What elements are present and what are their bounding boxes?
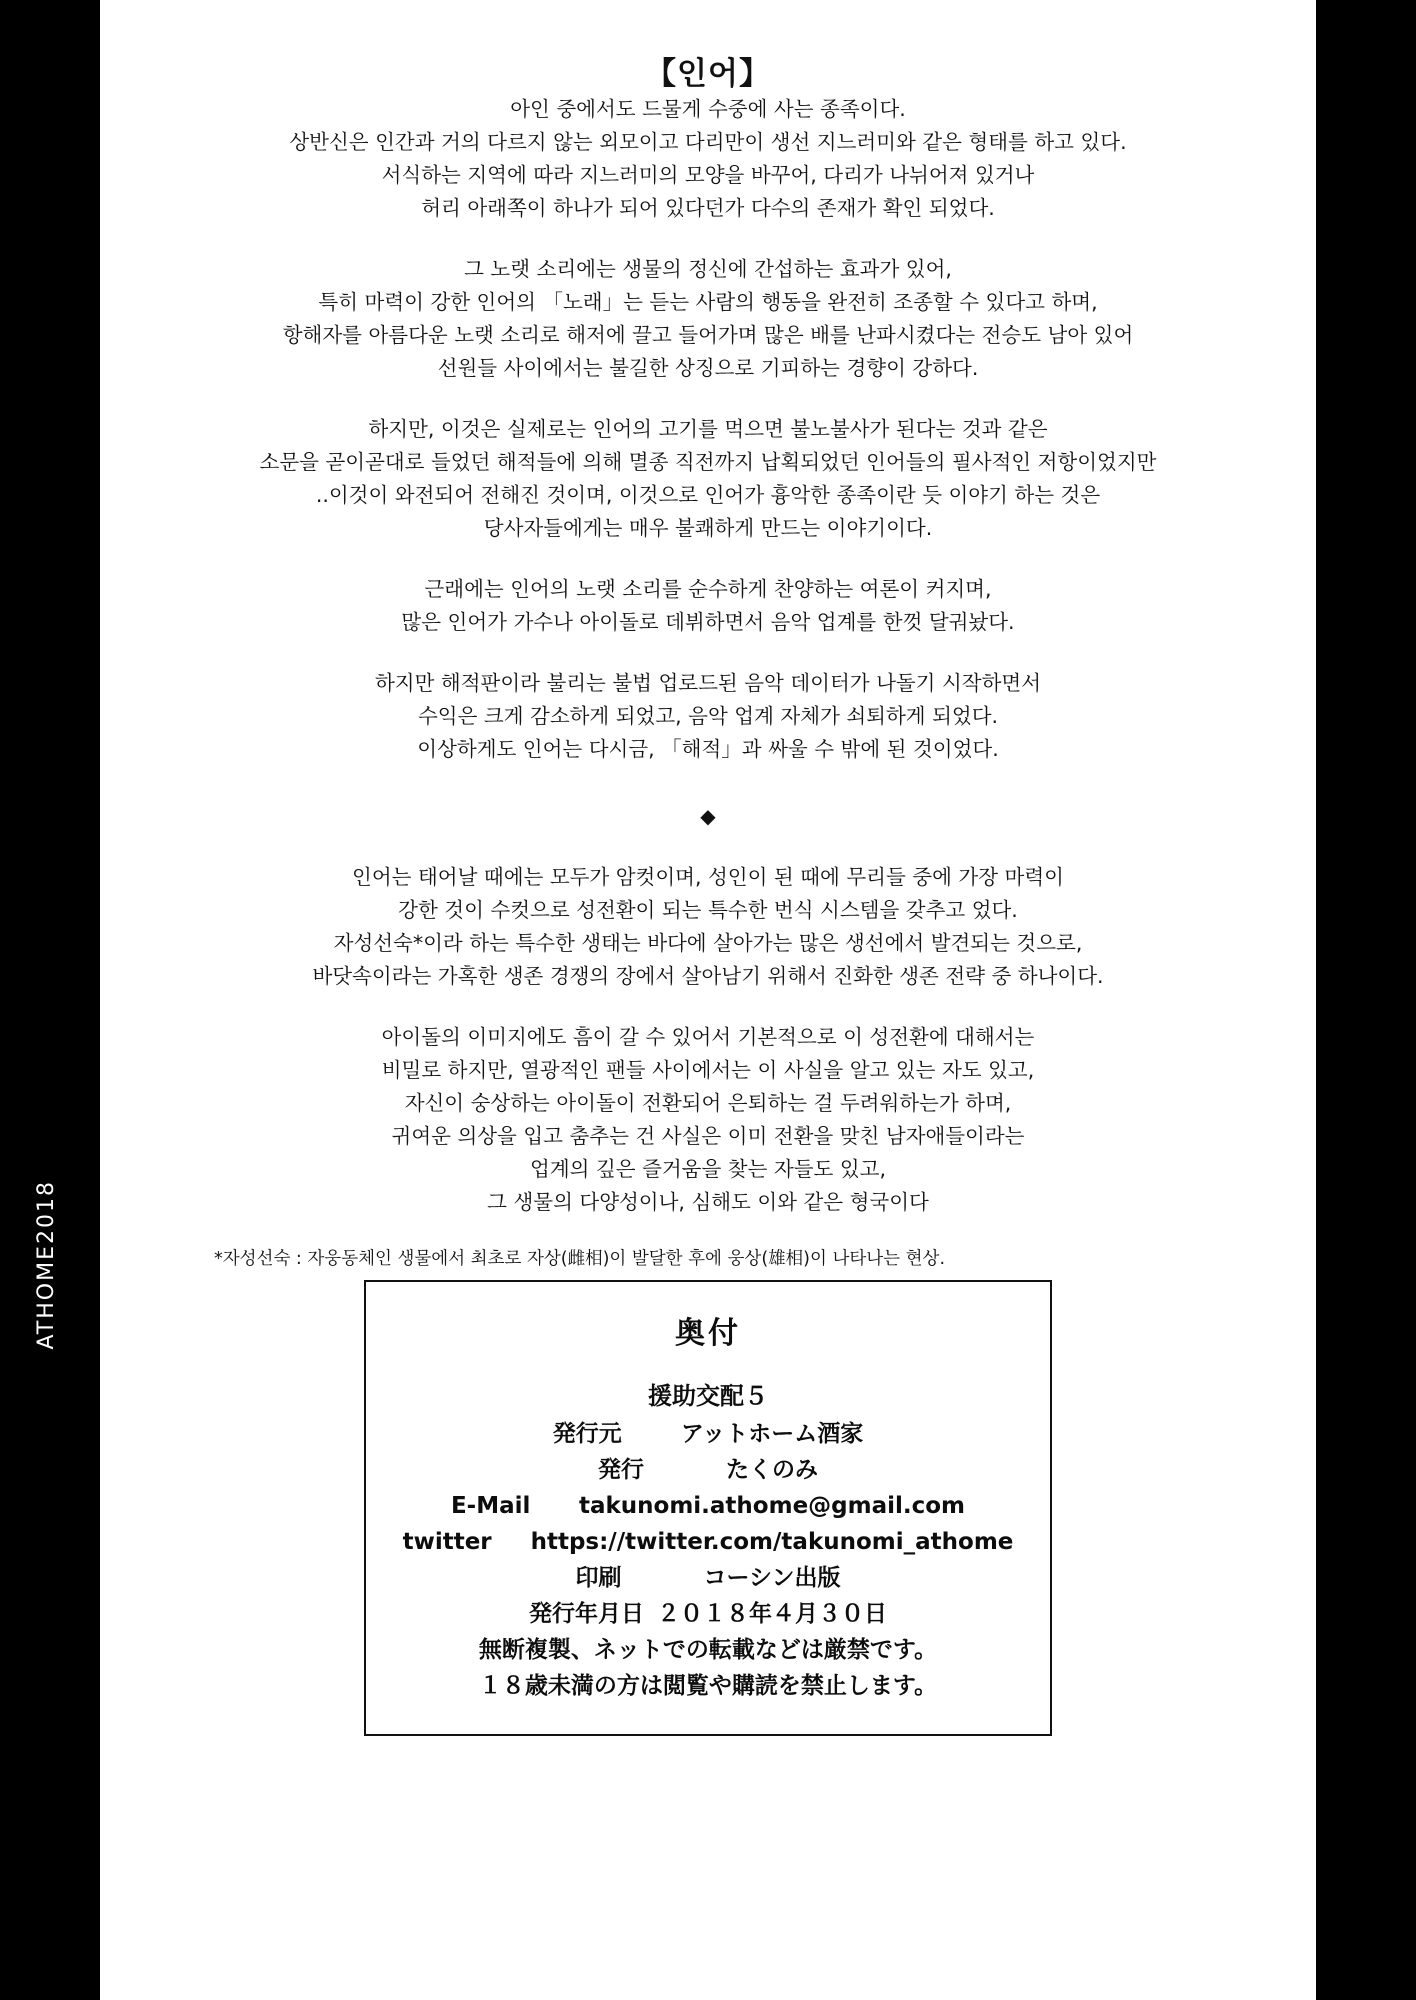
text-line: ..이것이 와전되어 전해진 것이며, 이것으로 인어가 흉악한 종족이란 듯 이야기 하는 것은 xyxy=(315,483,1101,507)
text-line: 소문을 곧이곧대로 들었던 해적들에 의해 멸종 직전까지 납획되었던 인어들의 필사적인 저항이었지만 xyxy=(259,450,1157,474)
paragraph xyxy=(168,667,1248,766)
text-line: 이상하게도 인어는 다시금, 「해적」과 싸울 수 밖에 된 것이었다. xyxy=(417,737,999,761)
colophon-row xyxy=(376,1452,1040,1488)
colophon-row-twitter xyxy=(376,1524,1040,1560)
text-line: 하지만, 이것은 실제로는 인어의 고기를 먹으면 불노불사가 된다는 것과 같은 xyxy=(368,417,1048,441)
colophon-row-email xyxy=(376,1488,1040,1524)
colophon-row xyxy=(376,1416,1040,1452)
text-line: 인어는 태어날 때에는 모두가 암컷이며, 성인이 된 때에 무리들 중에 가장 마력이 xyxy=(352,865,1064,889)
text-line: 특히 마력이 강한 인어의 「노래」는 듣는 사람의 행동을 완전히 조종할 수 있다고 하며, xyxy=(318,290,1098,314)
text-line: 선원들 사이에서는 불길한 상징으로 기피하는 경향이 강하다. xyxy=(437,356,979,380)
paragraph xyxy=(168,1021,1248,1219)
colophon-key: 発行元 xyxy=(552,1421,622,1447)
text-line: 자성선숙*이라 하는 특수한 생태는 바다에 살아가는 많은 생선에서 발견되는 것으로, xyxy=(333,931,1083,955)
paragraph xyxy=(168,253,1248,385)
colophon-value: コーシン出版 xyxy=(703,1565,841,1591)
colophon-key: twitter xyxy=(402,1529,492,1555)
document-body xyxy=(168,93,1248,1219)
colophon-work-title: 援助交配５ xyxy=(648,1382,768,1410)
text-line: 근래에는 인어의 노랫 소리를 순수하게 찬양하는 여론이 커지며, xyxy=(424,577,992,601)
colophon-key: E-Mail xyxy=(450,1493,531,1519)
colophon-key: 印刷 xyxy=(575,1565,622,1591)
text-line: 서식하는 지역에 따라 지느러미의 모양을 바꾸어, 다리가 나뉘어져 있거나 xyxy=(381,163,1035,187)
colophon-key: 発行 xyxy=(597,1457,644,1483)
text-line: 많은 인어가 가수나 아이돌로 데뷔하면서 음악 업계를 한껏 달궈놨다. xyxy=(401,610,1015,634)
section-divider: ◆ xyxy=(700,804,716,828)
text-line: 아이돌의 이미지에도 흠이 갈 수 있어서 기본적으로 이 성전환에 대해서는 xyxy=(381,1025,1035,1049)
colophon-twitter-link[interactable]: https://twitter.com/takunomi_athome xyxy=(530,1529,1014,1555)
colophon-notice: １８歳未満の方は閲覧や購読を禁止します。 xyxy=(478,1673,938,1699)
text-line: 당사자들에게는 매우 불쾌하게 만드는 이야기이다. xyxy=(483,516,933,540)
colophon-email-value[interactable]: takunomi.athome@gmail.com xyxy=(578,1493,966,1519)
paragraph xyxy=(168,861,1248,993)
paragraph xyxy=(168,413,1248,545)
text-line: 자신이 숭상하는 아이돌이 전환되어 은퇴하는 걸 두려워하는가 하며, xyxy=(404,1091,1012,1115)
colophon-value: ２０１８年４月３０日 xyxy=(657,1601,887,1627)
text-line: 하지만 해적판이라 불리는 불법 업로드된 음악 데이터가 나돌기 시작하면서 xyxy=(374,671,1042,695)
document-page xyxy=(100,0,1316,2000)
colophon-value: たくのみ xyxy=(726,1457,818,1483)
text-line: 아인 중에서도 드물게 수중에 사는 종족이다. xyxy=(510,97,906,121)
text-line: 비밀로 하지만, 열광적인 팬들 사이에서는 이 사실을 알고 있는 자도 있고, xyxy=(381,1058,1035,1082)
text-line: 강한 것이 수컷으로 성전환이 되는 특수한 번식 시스템을 갖추고 었다. xyxy=(398,898,1018,922)
text-line: 항해자를 아름다운 노랫 소리로 해저에 끌고 들어가며 많은 배를 난파시켰다는 전승도 남아 있어 xyxy=(282,323,1134,347)
text-line: 상반신은 인간과 거의 다르지 않는 외모이고 다리만이 생선 지느러미와 같은 형태를 하고 있다. xyxy=(289,130,1127,154)
text-line: 바닷속이라는 가혹한 생존 경쟁의 장에서 살아남기 위해서 진화한 생존 전략 중 하나이다. xyxy=(312,964,1104,988)
text-line: 업계의 깊은 즐거움을 찾는 자들도 있고, xyxy=(530,1157,886,1181)
colophon-key: 発行年月日 xyxy=(528,1601,644,1627)
paragraph xyxy=(168,573,1248,639)
colophon-row xyxy=(376,1560,1040,1596)
text-line: 그 노랫 소리에는 생물의 정신에 간섭하는 효과가 있어, xyxy=(464,257,952,281)
colophon-title: 奥付 xyxy=(675,1316,741,1351)
colophon-notice: 無断複製、ネットでの転載などは厳禁です。 xyxy=(478,1637,938,1663)
text-line: 허리 아래쪽이 하나가 되어 있다던가 다수의 존재가 확인 되었다. xyxy=(421,196,995,220)
colophon-value: アットホーム酒家 xyxy=(680,1421,864,1447)
page-title: 【인어】 xyxy=(645,56,771,92)
colophon-box xyxy=(364,1280,1052,1736)
colophon-row xyxy=(376,1596,1040,1632)
text-line: 그 생물의 다양성이나, 심해도 이와 같은 형국이다 xyxy=(487,1190,929,1214)
text-line: 귀여운 의상을 입고 춤추는 건 사실은 이미 전환을 맞친 남자애들이라는 xyxy=(391,1124,1025,1148)
side-watermark: ATHOME2018 xyxy=(34,1180,59,1350)
footnote: *자성선숙 : 자웅동체인 생물에서 최초로 자상(雌相)이 발달한 후에 웅상(雄相)이 나타나는 현상. xyxy=(214,1249,946,1269)
text-line: 수익은 크게 감소하게 되었고, 음악 업계 자체가 쇠퇴하게 되었다. xyxy=(417,704,999,728)
paragraph xyxy=(168,93,1248,225)
